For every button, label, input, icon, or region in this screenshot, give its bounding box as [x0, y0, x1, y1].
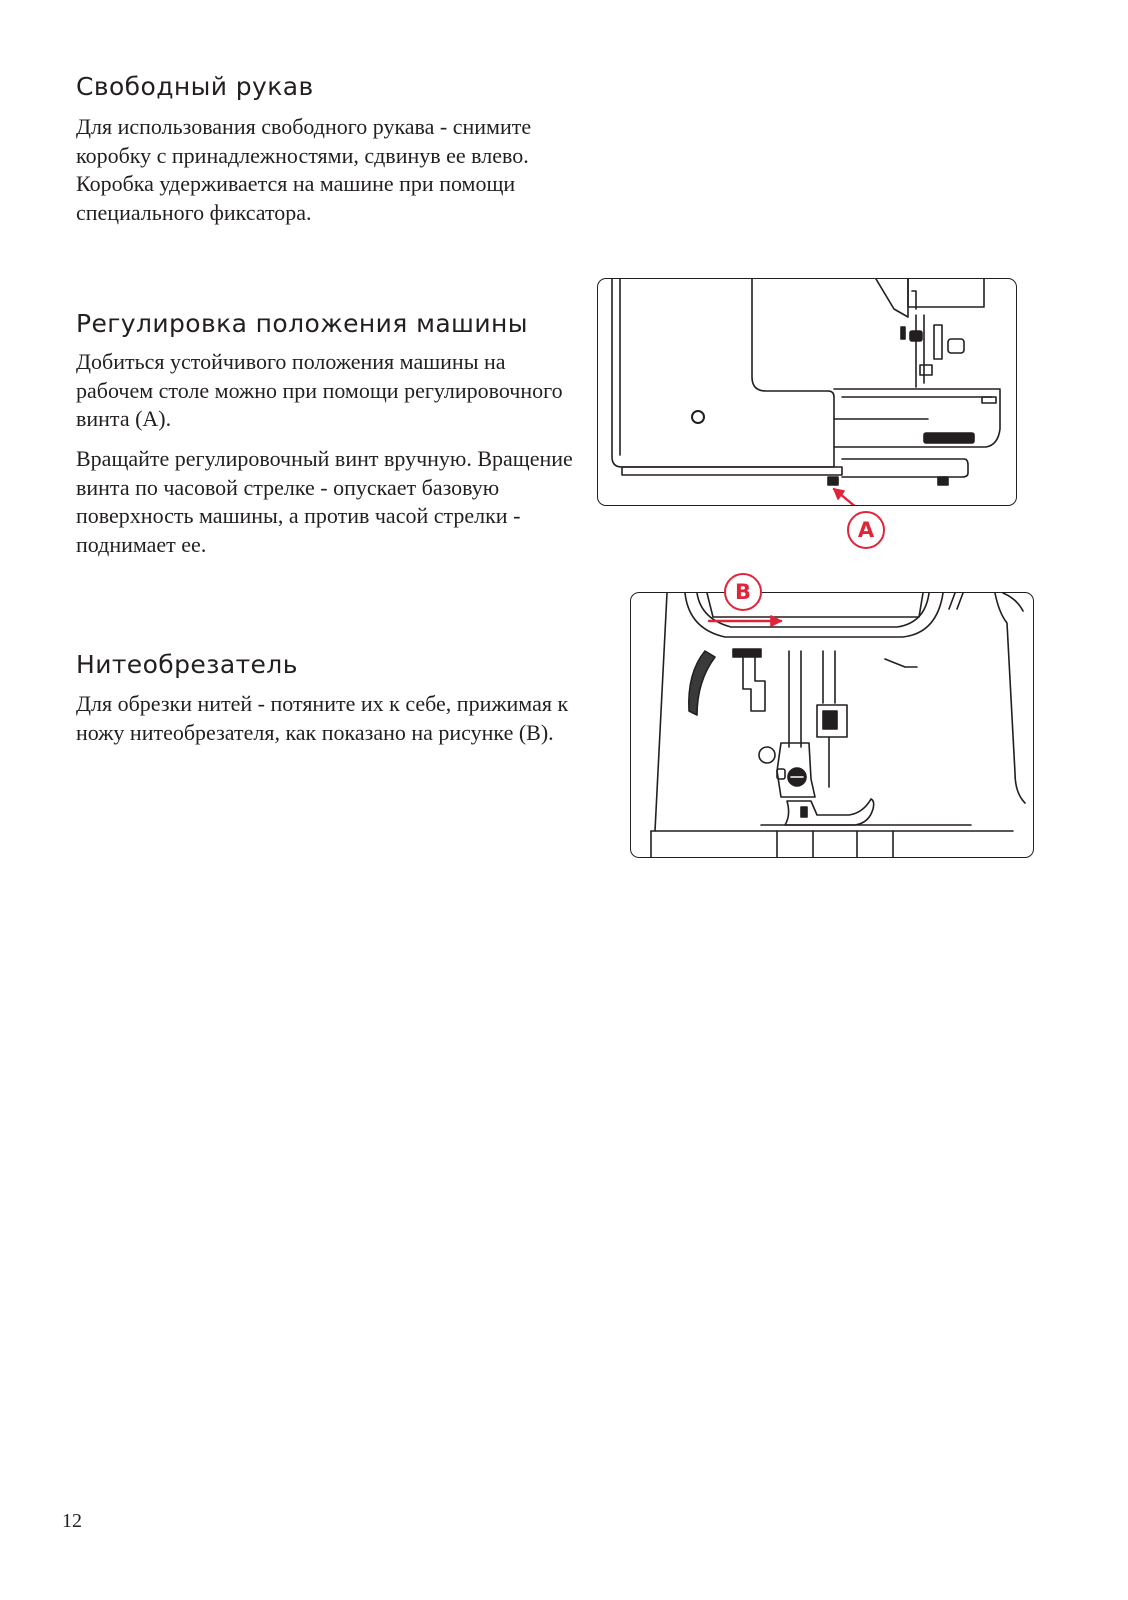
heading-free-arm: Свободный рукав	[76, 72, 314, 101]
heading-machine-leveling: Регулировка положения машины	[76, 309, 528, 338]
heading-thread-cutter: Нитеобрезатель	[76, 650, 298, 679]
presser-foot-closeup-icon	[631, 593, 1033, 857]
paragraph-leveling-2: Вращайте регулировочный винт вручную. Вращение винта по часовой стрелке - опускает базовую поверхность машины, а против часой стрелки - поднимает ее.	[76, 446, 573, 557]
paragraph-leveling-1: Добиться устойчивого положения машины на рабочем столе можно при помощи регулировочного винта (А).	[76, 349, 563, 431]
page-number: 12	[62, 1510, 82, 1532]
figure-thread-cutter	[630, 592, 1034, 858]
sewing-machine-side-view-icon	[598, 279, 1016, 505]
paragraph-free-arm: Для использования свободного рукава - снимите коробку с принадлежностями, сдвинув ее влево. Коробка удерживается на машине при помощи специального фиксатора.	[76, 114, 532, 225]
callout-b: B	[724, 573, 762, 611]
figure-adjust-screw	[597, 278, 1017, 506]
paragraph-thread-cutter: Для обрезки нитей - потяните их к себе, прижимая к ножу нитеобрезателя, как показано на рисунке (В).	[76, 691, 569, 745]
callout-a: A	[847, 511, 885, 549]
